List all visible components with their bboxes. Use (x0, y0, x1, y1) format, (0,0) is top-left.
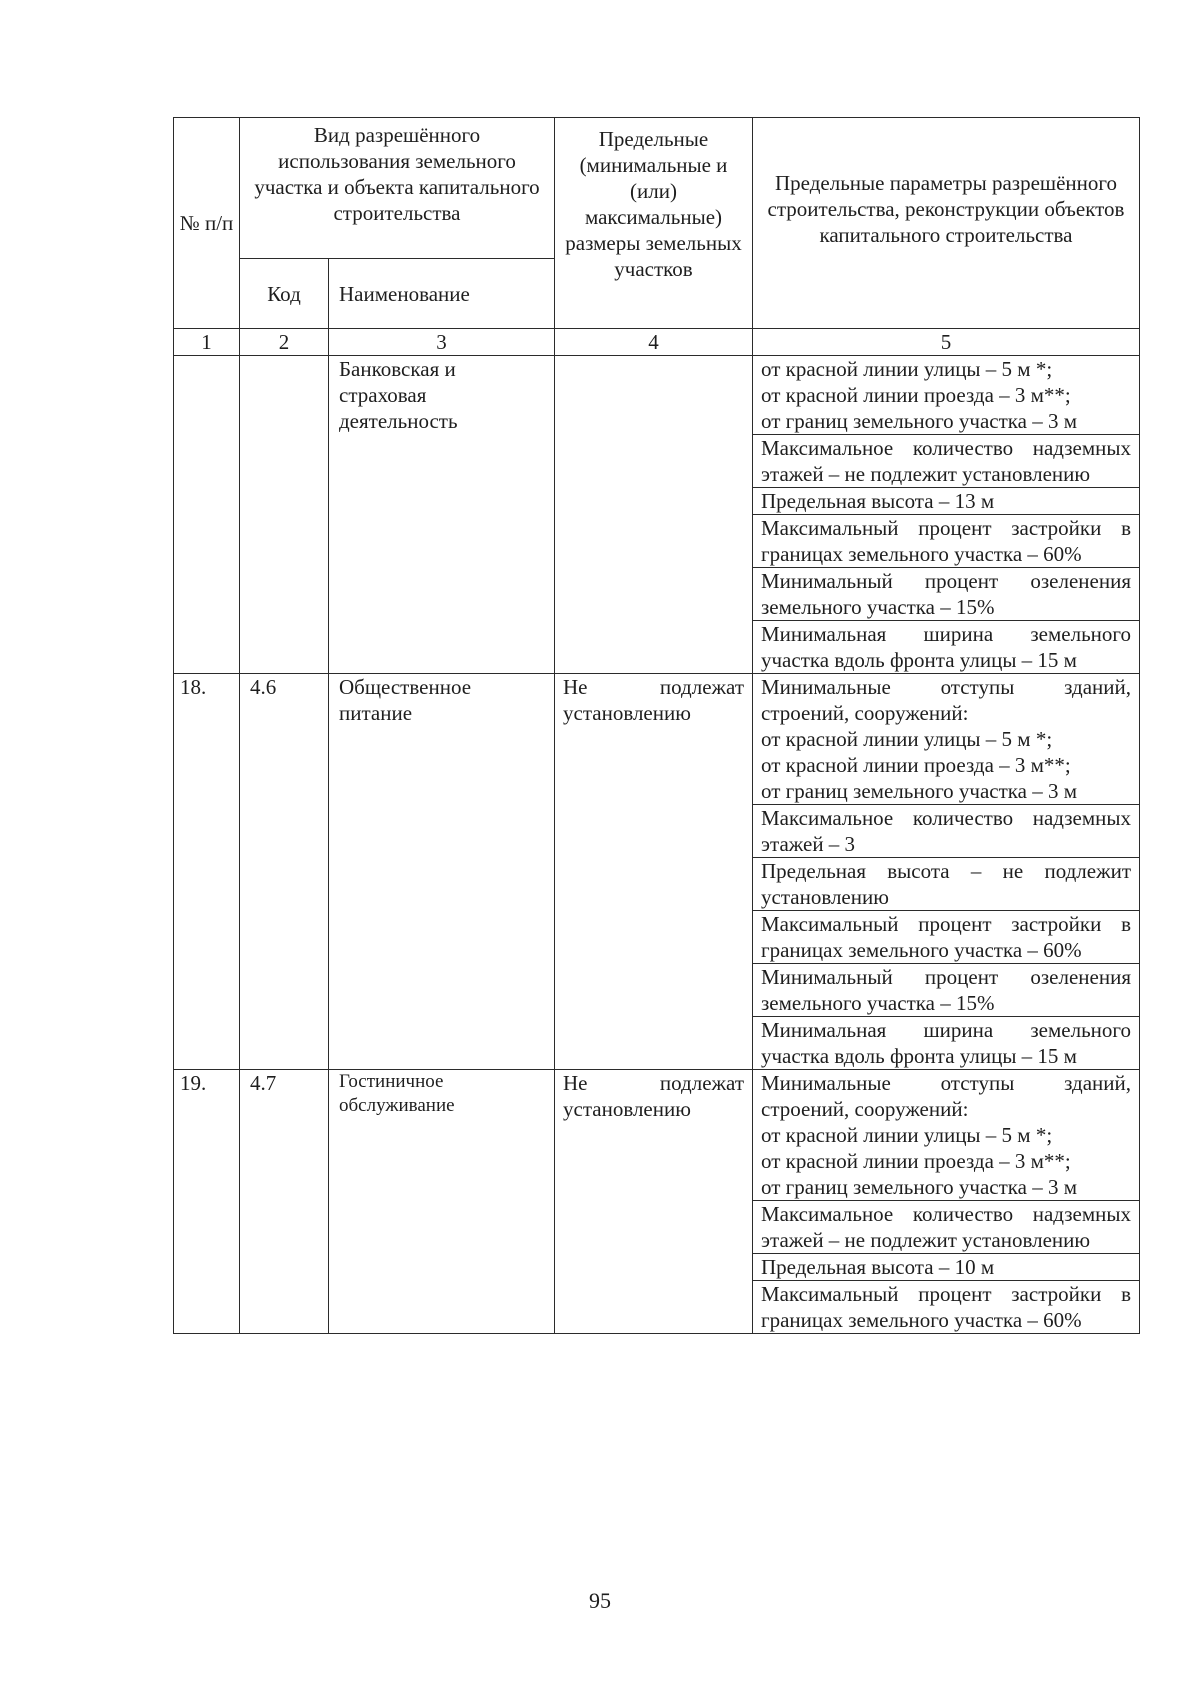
row-name: Банковская и страховая деятельность (329, 356, 555, 674)
row-name: Гостиничное обслуживание (329, 1070, 555, 1334)
param-block (753, 1254, 1139, 1281)
param-line: от границ земельного участка – 3 м (761, 1175, 1078, 1199)
row-size: Не подлежат установлению (555, 674, 753, 1070)
header-code (240, 259, 329, 329)
param-block (753, 435, 1139, 488)
param-text: Минимальные отступы зданий, строений, сооружений: (761, 675, 1131, 725)
column-number: 2 (240, 329, 329, 356)
param-block (753, 1017, 1139, 1069)
param-line: от красной линии улицы – 5 м *; (761, 357, 1053, 381)
param-text: Предельная высота – 10 м (761, 1255, 995, 1279)
param-line: от границ земельного участка – 3 м (761, 409, 1078, 433)
param-text: Максимальный процент застройки в границах земельного участка – 60% (761, 1282, 1131, 1332)
header-params (753, 118, 1140, 329)
param-text: Минимальная ширина земельного участка вдоль фронта улицы – 15 м (761, 622, 1131, 672)
param-block (753, 515, 1139, 568)
header-number-text: № п/п (179, 211, 234, 235)
param-text: Минимальный процент озеленения земельного участка – 15% (761, 569, 1131, 619)
column-number: 3 (329, 329, 555, 356)
param-block (753, 1070, 1139, 1201)
param-text: Предельная высота – не подлежит установлению (761, 859, 1131, 909)
header-code-text: Код (267, 281, 301, 306)
param-line: от красной линии проезда – 3 м**; (761, 753, 1071, 777)
header-use-type-text: Вид разрешённого использования земельного участка и объекта капитального строительства (254, 123, 540, 225)
param-block (753, 1281, 1139, 1333)
header-sizes (555, 118, 753, 329)
header-use-type (240, 118, 555, 259)
param-block (753, 964, 1139, 1017)
param-line: от красной линии улицы – 5 м *; (761, 727, 1053, 751)
param-block (753, 911, 1139, 964)
page-number: 95 (589, 1588, 611, 1613)
table-row (174, 356, 1140, 674)
row-code: 4.7 (240, 1070, 329, 1334)
param-text: Максимальное количество надземных этажей – не подлежит установлению (761, 436, 1131, 486)
row-params (753, 674, 1140, 1070)
param-line: от красной линии проезда – 3 м**; (761, 383, 1071, 407)
param-text: Максимальный процент застройки в границах земельного участка – 60% (761, 516, 1131, 566)
table-row (174, 674, 1140, 1070)
param-line: от границ земельного участка – 3 м (761, 779, 1078, 803)
param-line: от красной линии улицы – 5 м *; (761, 1123, 1053, 1147)
row-params (753, 1070, 1140, 1334)
param-block (753, 858, 1139, 911)
row-number (174, 356, 240, 674)
param-block (753, 621, 1139, 673)
header-number (174, 118, 240, 329)
header-sizes-text: Предельные (минимальные и (или) максимальные) размеры земельных участков (565, 127, 742, 281)
param-block (753, 568, 1139, 621)
param-block (753, 488, 1139, 515)
param-text: Минимальная ширина земельного участка вдоль фронта улицы – 15 м (761, 1018, 1131, 1068)
row-name: Общественное питание (329, 674, 555, 1070)
row-number: 19. (174, 1070, 240, 1334)
param-text: Максимальное количество надземных этажей – 3 (761, 806, 1131, 856)
row-number: 18. (174, 674, 240, 1070)
param-text: Предельная высота – 13 м (761, 489, 995, 513)
param-block (753, 1201, 1139, 1254)
param-block (753, 356, 1139, 435)
row-code: 4.6 (240, 674, 329, 1070)
column-numbers-row (174, 329, 1140, 356)
column-number: 1 (174, 329, 240, 356)
zoning-parameters-table (173, 117, 1140, 1334)
param-text: Максимальное количество надземных этажей – не подлежит установлению (761, 1202, 1131, 1252)
header-name-text: Наименование (339, 281, 470, 306)
row-size: Не подлежат установлению (555, 1070, 753, 1334)
column-number: 5 (753, 329, 1140, 356)
header-name (329, 259, 555, 329)
param-text: Минимальные отступы зданий, строений, сооружений: (761, 1071, 1131, 1121)
header-params-text: Предельные параметры разрешённого строительства, реконструкции объектов капитального строительства (767, 171, 1125, 247)
param-line: от красной линии проезда – 3 м**; (761, 1149, 1071, 1173)
param-block (753, 805, 1139, 858)
param-block (753, 674, 1139, 805)
param-text: Максимальный процент застройки в границах земельного участка – 60% (761, 912, 1131, 962)
row-size (555, 356, 753, 674)
table-row (174, 1070, 1140, 1334)
row-params (753, 356, 1140, 674)
param-text: Минимальный процент озеленения земельного участка – 15% (761, 965, 1131, 1015)
column-number: 4 (555, 329, 753, 356)
row-code (240, 356, 329, 674)
